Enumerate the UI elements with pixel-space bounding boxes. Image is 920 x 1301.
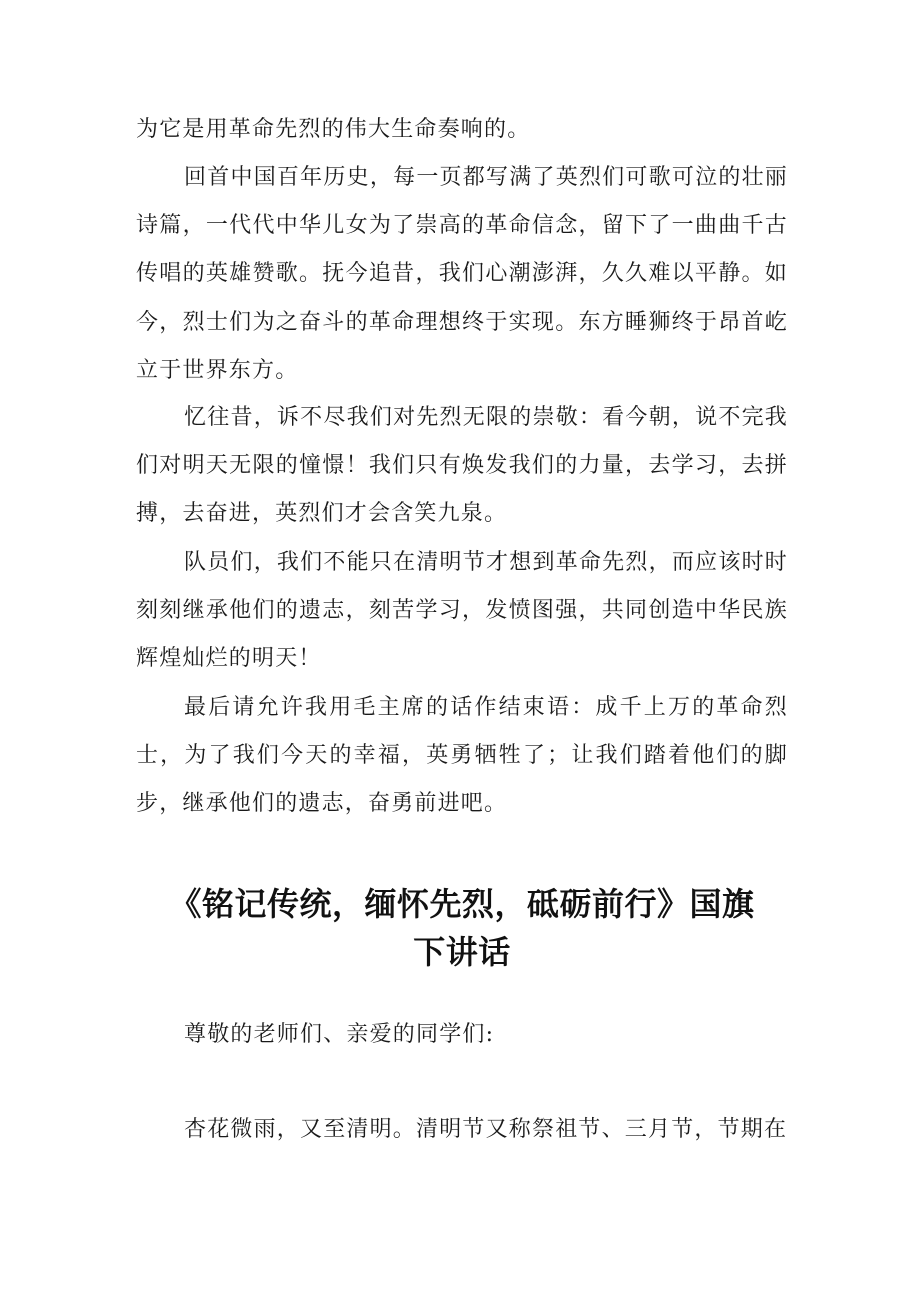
speech-title-line-2: 下讲话 (413, 933, 511, 971)
paragraph-continuation: 为它是用革命先烈的伟大生命奏响的。 (136, 117, 531, 142)
greeting: 尊敬的老师们、亲爱的同学们: (184, 1022, 495, 1047)
speech-title (136, 880, 788, 976)
paragraph-history: 回首中国百年历史，每一页都写满了英烈们可歌可泣的壮丽诗篇，一代代中华儿女为了崇高的革命信念，留下了一曲曲千古传唱的英雄赞歌。抚今追昔，我们心潮澎湃，久久难以平静。如今，烈士们为之奋斗的革命理想终于实现。东方睡狮终于昂首屹立于世界东方。 (136, 165, 788, 383)
paragraph-closing-quote: 最后请允许我用毛主席的话作结束语：成千上万的革命烈士，为了我们今天的幸福，英勇牺牲了；让我们踏着他们的脚步，继承他们的遗志，奋勇前进吧。 (136, 695, 788, 817)
paragraph-reverence: 忆往昔，诉不尽我们对先烈无限的崇敬：看今朝，说不完我们对明天无限的憧憬！我们只有焕发我们的力量，去学习，去拼搏，去奋进，英烈们才会含笑九泉。 (136, 405, 788, 527)
paragraph-opening: 杏花微雨，又至清明。清明节又称祭祖节、三月节，节期在 (184, 1117, 788, 1142)
speech-title-line-1: 《铭记传统，缅怀先烈，砥砺前行》国旗 (169, 885, 755, 923)
paragraph-team-members: 队员们，我们不能只在清明节才想到革命先烈，而应该时时刻刻继承他们的遗志，刻苦学习，发愤图强，共同创造中华民族辉煌灿烂的明天！ (136, 550, 788, 672)
